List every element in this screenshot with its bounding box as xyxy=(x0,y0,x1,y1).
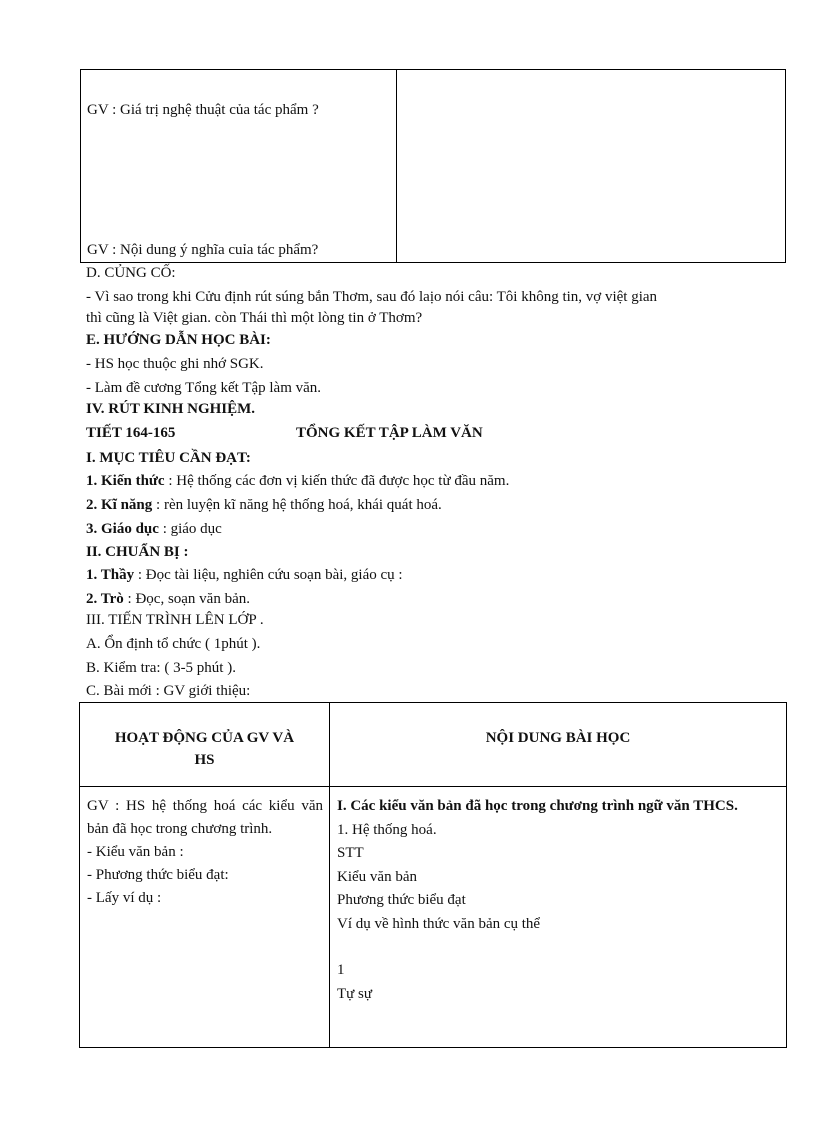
header-activities-line-1: HOẠT ĐỘNG CỦA GV VÀ xyxy=(114,730,295,746)
section-e-heading: E. HƯỚNG DẪN HỌC BÀI: xyxy=(86,332,271,348)
teacher-activity-item: - Phương thức biểu đạt: xyxy=(87,867,229,883)
objective-knowledge xyxy=(86,473,509,490)
lesson-title: TỔNG KẾT TẬP LÀM VĂN xyxy=(296,425,483,441)
activity-table xyxy=(79,702,787,1048)
column-label-stt: STT xyxy=(337,845,364,861)
row-text-type: Tự sự xyxy=(337,985,373,1002)
row-number: 1 xyxy=(337,962,345,978)
lesson-content-heading: I. Các kiểu văn bản đã học trong chương trình ngữ văn THCS. xyxy=(337,798,738,814)
objective-skill-text: : rèn luyện kĩ năng hệ thống hoá, khái quát hoá. xyxy=(152,497,442,513)
procedure-step-b: B. Kiểm tra: ( 3-5 phút ). xyxy=(86,660,236,676)
objective-education-label: 3. Giáo dục xyxy=(86,521,159,537)
spacer xyxy=(337,936,779,959)
question-art-value: GV : Giá trị nghệ thuật của tác phẩm ? xyxy=(87,102,319,118)
table-column-divider xyxy=(329,703,330,1047)
teacher-activity-item: - Lấy ví dụ : xyxy=(87,890,162,906)
procedure-step-a: A. Ổn định tổ chức ( 1phút ). xyxy=(86,636,261,652)
table-header-content: NỘI DUNG BÀI HỌC xyxy=(485,730,631,746)
preparation-student xyxy=(86,591,250,608)
section-d-line-1: - Vì sao trong khi Cửu định rút súng bắn Thơm, sau đó laịo nói câu: Tôi không tin, vợ việt gian xyxy=(86,289,658,305)
section-d-line-2: thì cũng là Việt gian. còn Thái thì một lòng tin ở Thơm? xyxy=(86,310,423,326)
column-divider xyxy=(396,70,397,262)
objective-knowledge-text: : Hệ thống các đơn vị kiến thức đã được học từ đầu năm. xyxy=(164,473,510,489)
table-header-activities xyxy=(80,727,329,771)
lesson-content-cell xyxy=(337,795,779,1006)
top-table xyxy=(80,69,786,263)
teacher-activity-item: - Kiểu văn bản : xyxy=(87,844,184,860)
teacher-activity-intro: GV : HS hệ thống hoá các kiểu văn bản đã học trong chương trình. xyxy=(87,798,323,837)
objectives-heading: I. MỤC TIÊU CẦN ĐẠT: xyxy=(86,450,251,466)
preparation-student-text: : Đọc, soạn văn bản. xyxy=(123,591,250,607)
table-header-divider xyxy=(80,786,786,787)
column-label-type: Kiểu văn bản xyxy=(337,868,417,885)
procedure-step-c: C. Bài mới : GV giới thiệu: xyxy=(86,683,251,699)
section-e-item-2: - Làm đề cương Tổng kết Tập làm văn. xyxy=(86,380,322,396)
preparation-teacher xyxy=(86,567,403,584)
preparation-student-label: 2. Trò xyxy=(86,591,124,607)
preparation-teacher-text: : Đọc tài liệu, nghiên cứu soạn bài, giáo cụ : xyxy=(134,567,403,583)
section-e-item-1: - HS học thuộc ghi nhớ SGK. xyxy=(86,356,264,372)
preparation-heading: II. CHUẨN BỊ : xyxy=(86,544,189,560)
section-iv-heading: IV. RÚT KINH NGHIỆM. xyxy=(86,401,256,417)
column-label-method: Phương thức biểu đạt xyxy=(337,892,466,908)
objective-skill xyxy=(86,497,442,514)
objective-knowledge-label: 1. Kiến thức xyxy=(86,473,165,489)
objective-education-text: : giáo dục xyxy=(158,521,222,537)
objective-education xyxy=(86,521,222,538)
header-activities-line-2: HS xyxy=(194,752,215,768)
lesson-content-subheading: 1. Hệ thống hoá. xyxy=(337,821,437,838)
objective-skill-label: 2. Kĩ năng xyxy=(86,497,153,513)
section-d-heading: D. CỦNG CỐ: xyxy=(86,265,176,281)
column-label-example: Ví dụ về hình thức văn bản cụ thể xyxy=(337,915,541,932)
lesson-period: TIẾT 164-165 xyxy=(86,425,176,441)
preparation-teacher-label: 1. Thầy xyxy=(86,567,135,583)
teacher-activity-cell xyxy=(87,795,323,910)
question-content-meaning: GV : Nội dung ý nghĩa cuỉa tác phẩm? xyxy=(87,242,319,258)
procedure-heading: III. TIẾN TRÌNH LÊN LỚP . xyxy=(86,612,264,628)
